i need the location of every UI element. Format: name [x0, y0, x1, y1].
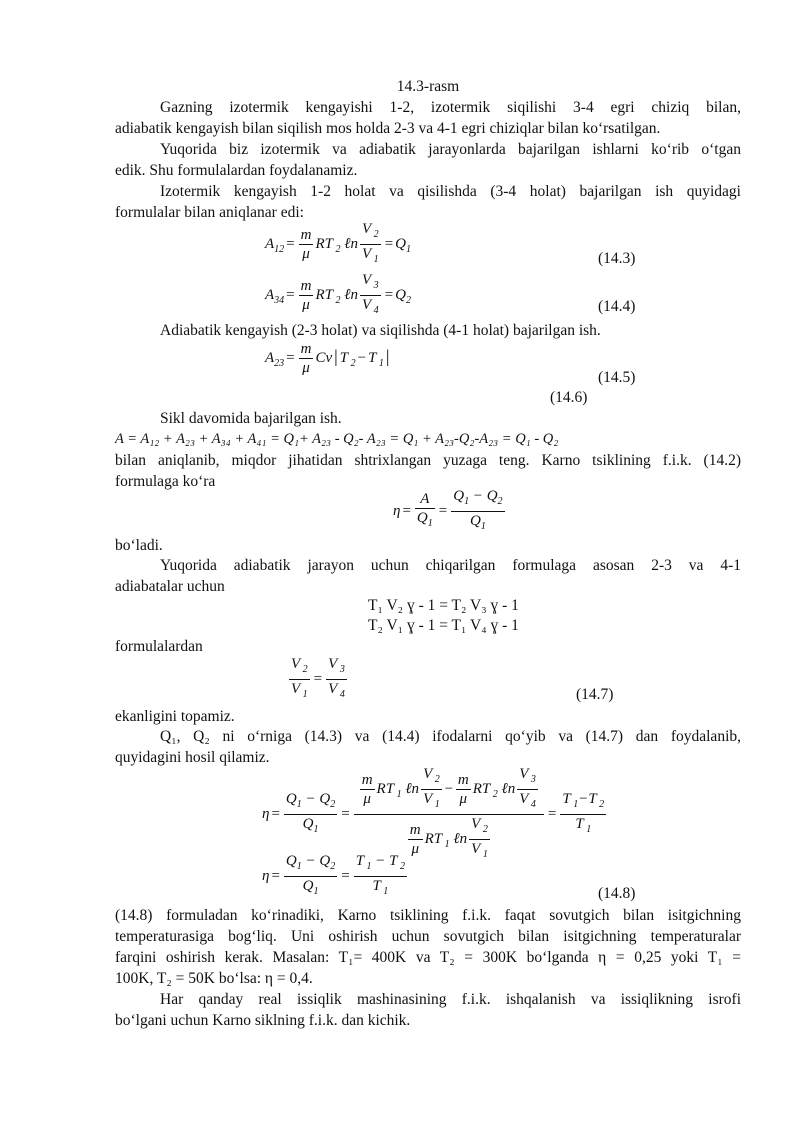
paragraph-5: Sikl davomida bajarilgan ish. [160, 410, 342, 427]
formula-volume-ratio: $\frac{V _2}{V _1}$ = $\frac{V _3}{V _4}$ [291, 656, 345, 700]
adiabatic-relation-1: T₁ V₂ ɣ - 1 = T₂ V₃ ɣ - 1 [368, 597, 519, 614]
paragraph-1-line-2: adiabatik kengayish bilan siqilish mos holda 2-3 va 4-1 egri chiziqlar bilan ko‘rsatilgan. [115, 120, 661, 137]
paragraph-6-line-2: formulaga ko‘ra [115, 473, 216, 490]
paragraph-12-line-3: farqini oshirish kerak. Masalan: T₁= 400K va T₂ = 300K bo‘lganda η = 0,25 yoki T₁ = [115, 949, 741, 966]
paragraph-3-line-2: formulalar bilan aniqlanar edi: [115, 204, 304, 221]
paragraph-13-line-2: bo‘lgani uchun Karno siklning f.i.k. dan kichik. [115, 1012, 411, 1029]
adiabatic-relation-2: T₂ V₁ ɣ - 1 = T₁ V₄ ɣ - 1 [368, 617, 519, 634]
work-sum-equation: A = A₁₂ + A₂₃ + A₃₄ + A₄₁ = Q₁+ A₂₃ - Q₂- A₂₃ = Q₁ + A₂₃-Q₂-A₂₃ = Q₁ - Q₂ [115, 431, 559, 447]
equation-number-14-4: (14.4) [598, 298, 636, 315]
equation-number-14-3: (14.3) [598, 250, 636, 267]
equation-number-14-5: (14.5) [598, 369, 636, 386]
equation-number-14-8: (14.8) [598, 885, 636, 902]
paragraph-2-line-1: Yuqorida biz izotermik va adiabatik jarayonlarda bajarilgan ishlarni ko‘rib o‘tgan [160, 141, 741, 158]
paragraph-4: Adiabatik kengayish (2-3 holat) va siqilishda (4-1 holat) bajarilgan ish. [160, 322, 601, 339]
paragraph-8-line-2: adiabatalar uchun [115, 578, 225, 595]
paragraph-11-line-1: Q₁, Q₂ ni o‘rniga (14.3) va (14.4) ifodalarni qo‘yib va (14.7) dan foydalanib, [160, 728, 741, 745]
paragraph-10: ekanligini topamiz. [115, 708, 235, 725]
paragraph-1-line-1: Gazning izotermik kengayishi 1-2, izotermik siqilishi 3-4 egri chiziq bilan, [160, 99, 741, 116]
paragraph-3-line-1: Izotermik kengayish 1-2 holat va qisilishda (3-4 holat) bajarilgan ish quyidagi [160, 183, 741, 200]
formula-a34: $A_{34}$ = $\frac{m}{\mu}$ RT $_2$ ℓn $\frac{V _3}{V _4}$ = $Q_2$ [265, 272, 411, 316]
paragraph-12-line-1: (14.8) formuladan ko‘rinadiki, Karno tsiklining f.i.k. faqat sovutgich bilan isitgichning [115, 907, 741, 924]
paragraph-6-line-1: bilan aniqlanib, miqdor jihatidan shtrixlangan yuzaga teng. Karno tsiklining f.i.k. (14.2) [115, 452, 741, 469]
formula-carnot-result: η = $\frac{Q_1 - Q_2}{Q_1}$ = $\frac{T _1 - T _2}{T _1}$ [262, 853, 406, 897]
paragraph-12-line-4: 100K, T₂ = 50K bo‘lsa: η = 0,4. [115, 970, 313, 987]
formula-efficiency: η = $\frac{A}{Q_1}$ = $\frac{Q_1 - Q_2}{Q_1}$ [393, 488, 503, 532]
paragraph-13-line-1: Har qanday real issiqlik mashinasining f.i.k. ishqalanish va issiqlikning isrofi [160, 991, 741, 1008]
formula-a23: $A_{23}$ = $\frac{m}{\mu}$ Cv | T $_2$ − T $_1$ | [265, 341, 390, 376]
formula-a12: $A_{12}$ = $\frac{m}{\mu}$ RT $_2$ ℓn $\frac{V _2}{V _1}$ = $Q_1$ [265, 221, 411, 265]
equation-number-14-6: (14.6) [550, 389, 588, 406]
equation-number-14-7: (14.7) [576, 686, 614, 703]
paragraph-12-line-2: temperaturasiga bog‘liq. Uni oshirish uchun sovutgich bilan isitgichning temperaturalar [115, 928, 741, 945]
formula-efficiency-derivation: η = $\frac{Q_1 - Q_2}{Q_1}$ = $\frac{m}{\mu}$ RT $_1$ ℓn $\frac{V _2}{V _1}$ − $\frac{m}{\mu}$ RT $_2$ ℓn $\frac{V _3}{V _4}$ $\frac{m}{\mu}$ RT $_1$ ℓn $\frac{V _2}{V _1}$ = $\frac{T _1-T _2}{T _1}$ [262, 766, 605, 860]
figure-caption: 14.3-rasm [396, 78, 460, 95]
paragraph-2-line-2: edik. Shu formulalardan foydalanamiz. [115, 162, 358, 179]
paragraph-7: bo‘ladi. [115, 537, 163, 554]
paragraph-9: formulalardan [115, 638, 203, 655]
paragraph-11-line-2: quyidagini hosil qilamiz. [115, 749, 270, 766]
paragraph-8-line-1: Yuqorida adiabatik jarayon uchun chiqarilgan formulaga asosan 2-3 va 4-1 [160, 557, 741, 574]
